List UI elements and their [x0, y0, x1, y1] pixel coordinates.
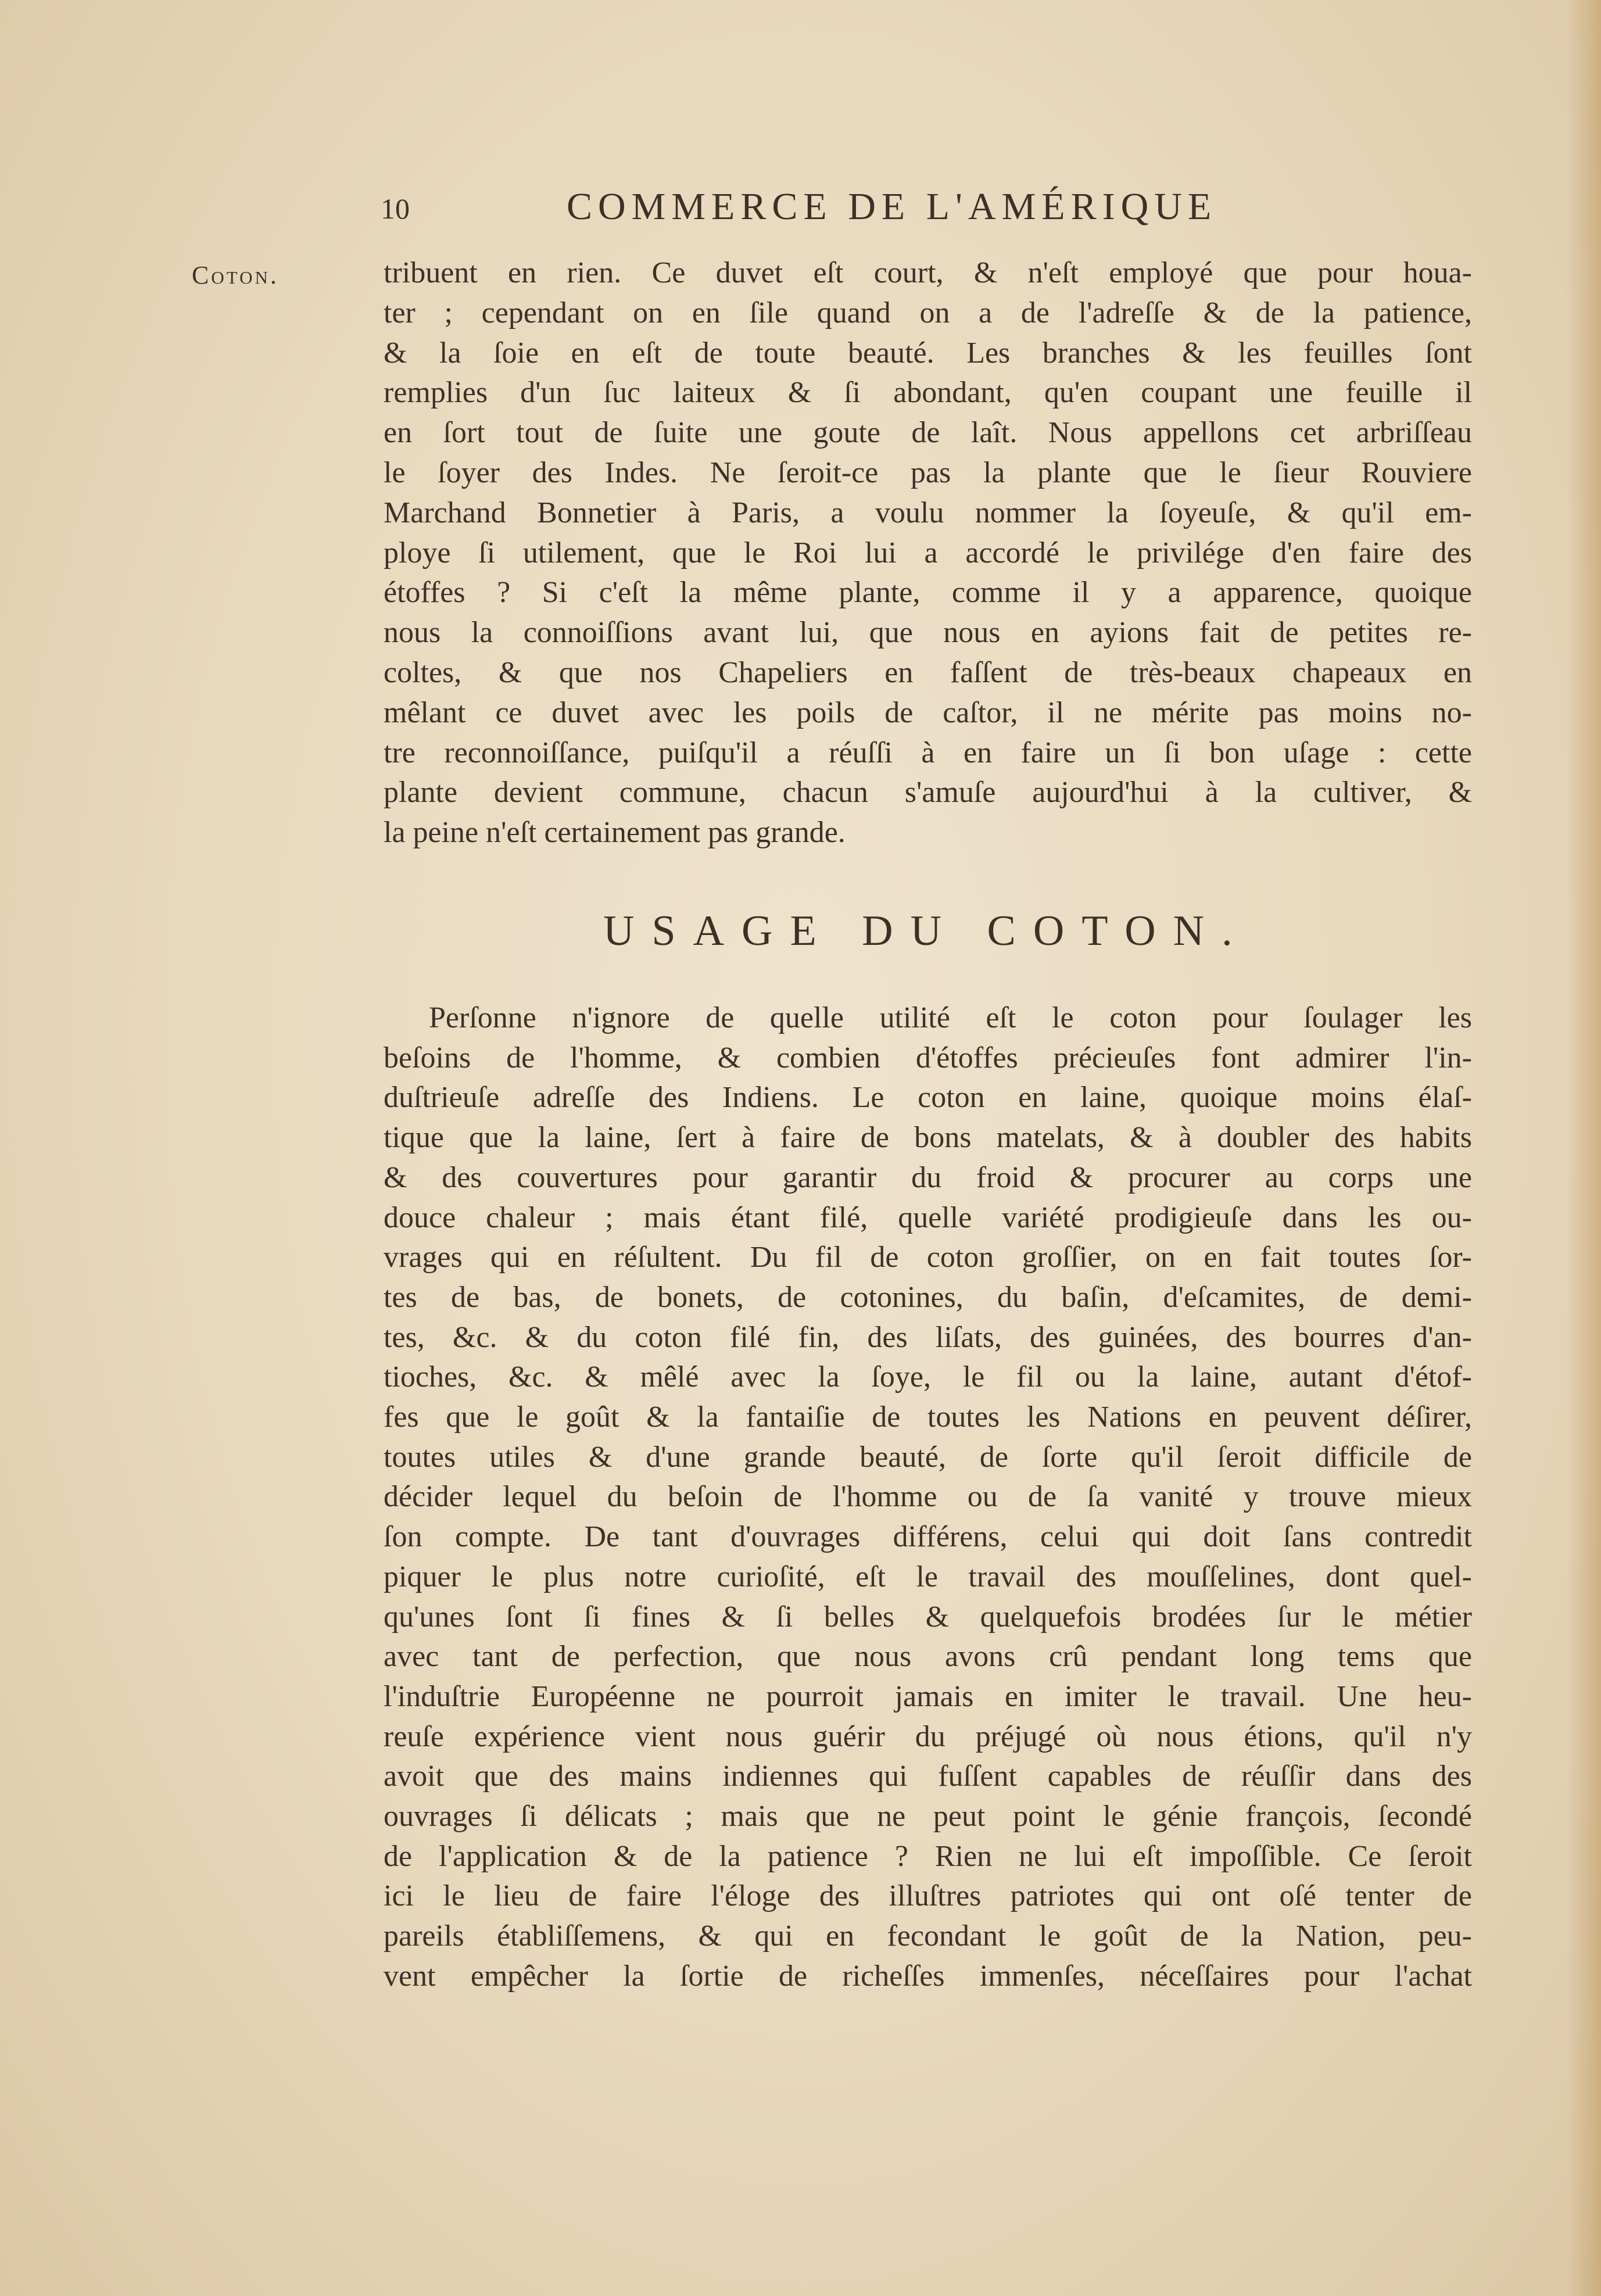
text-line: fes que le goût & la fantaiſie de toutes les Nations en peuvent déſirer,: [384, 1400, 1472, 1434]
text-line: de l'application & de la patience ? Rien ne lui eſt impoſſible. Ce ſeroit: [384, 1839, 1472, 1873]
text-line: ploye ſi utilement, que le Roi lui a accordé le privilége d'en faire des: [384, 536, 1472, 569]
margin-note: Coton.: [192, 261, 279, 289]
text-line: Perſonne n'ignore de quelle utilité eſt le coton pour ſoulager les: [429, 1001, 1472, 1034]
text-line: vent empêcher la ſortie de richeſſes immenſes, néceſſaires pour l'achat: [384, 1959, 1472, 1993]
text-line: remplies d'un ſuc laiteux & ſi abondant, qu'en coupant une feuille il: [384, 376, 1472, 410]
page-number: 10: [381, 192, 410, 225]
text-line: tes, &c. & du coton filé fin, des liſats, des guinées, des bourres d'an-: [384, 1320, 1472, 1354]
text-line: ſon compte. De tant d'ouvrages différens, celui qui doit ſans contredit: [384, 1520, 1472, 1554]
text-line: reuſe expérience vient nous guérir du préjugé où nous étions, qu'il n'y: [384, 1720, 1472, 1753]
text-line: étoffes ? Si c'eſt la même plante, comme il y a apparence, quoique: [384, 576, 1472, 610]
page-edge-shadow: [1566, 0, 1601, 2296]
text-line: tioches, &c. & mêlé avec la ſoye, le fil ou la laine, autant d'étof-: [384, 1360, 1472, 1394]
text-line: avoit que des mains indiennes qui fuſſent capables de réuſſir dans des: [384, 1760, 1472, 1793]
text-line: piquer le plus notre curioſité, eſt le travail des mouſſelines, dont quel-: [384, 1560, 1472, 1593]
text-line: tribuent en rien. Ce duvet eſt court, & n'eſt employé que pour houa-: [384, 256, 1472, 289]
text-line: ter ; cependant on en ſile quand on a de l'adreſſe & de la patience,: [384, 296, 1472, 329]
text-line: décider lequel du beſoin de l'homme ou de ſa vanité y trouve mieux: [384, 1480, 1472, 1514]
running-title: COMMERCE DE L'AMÉRIQUE: [567, 185, 1217, 228]
text-line: & la ſoie en eſt de toute beauté. Les branches & les feuilles ſont: [384, 336, 1472, 370]
text-line: beſoins de l'homme, & combien d'étoffes précieuſes font admirer l'in-: [384, 1041, 1472, 1074]
text-line: tique que la laine, ſert à faire de bons matelats, & à doubler des habits: [384, 1121, 1472, 1155]
text-line: coltes, & que nos Chapeliers en faſſent de très-beaux chapeaux en: [384, 656, 1472, 689]
text-line: qu'unes ſont ſi fines & ſi belles & quelquefois brodées ſur le métier: [384, 1600, 1472, 1634]
text-line: tre reconnoiſſance, puiſqu'il a réuſſi à en faire un ſi bon uſage : cette: [384, 736, 1472, 769]
text-line: Marchand Bonnetier à Paris, a voulu nommer la ſoyeuſe, & qu'il em-: [384, 496, 1472, 529]
text-line: l'induſtrie Européenne ne pourroit jamais en imiter le travail. Une heu-: [384, 1679, 1472, 1713]
text-line: ici le lieu de faire l'éloge des illuſtres patriotes qui ont oſé tenter de: [384, 1879, 1472, 1913]
text-line: le ſoyer des Indes. Ne ſeroit-ce pas la plante que le ſieur Rouviere: [384, 456, 1472, 489]
section-heading: USAGE DU COTON.: [603, 907, 1250, 955]
text-line: plante devient commune, chacun s'amuſe aujourd'hui à la cultiver, &: [384, 776, 1472, 809]
text-line: en ſort tout de ſuite une goute de laît. Nous appellons cet arbriſſeau: [384, 416, 1472, 450]
text-line: la peine n'eſt certainement pas grande.: [384, 816, 846, 850]
text-line: vrages qui en réſultent. Du fil de coton groſſier, on en fait toutes ſor-: [384, 1241, 1472, 1274]
text-line: pareils établiſſemens, & qui en fecondant le goût de la Nation, peu-: [384, 1919, 1472, 1953]
text-line: ouvrages ſi délicats ; mais que ne peut point le génie françois, ſecondé: [384, 1800, 1472, 1833]
text-line: tes de bas, de bonets, de cotonines, du baſin, d'eſcamites, de demi-: [384, 1280, 1472, 1314]
text-line: avec tant de perfection, que nous avons crû pendant long tems que: [384, 1640, 1472, 1674]
text-line: & des couvertures pour garantir du froid & procurer au corps une: [384, 1160, 1472, 1194]
text-line: duſtrieuſe adreſſe des Indiens. Le coton en laine, quoique moins élaſ-: [384, 1081, 1472, 1115]
text-line: nous la connoiſſions avant lui, que nous en ayions fait de petites re-: [384, 616, 1472, 650]
text-line: toutes utiles & d'une grande beauté, de ſorte qu'il ſeroit difficile de: [384, 1440, 1472, 1474]
text-line: douce chaleur ; mais étant filé, quelle variété prodigieuſe dans les ou-: [384, 1201, 1472, 1234]
text-line: mêlant ce duvet avec les poils de caſtor, il ne mérite pas moins no-: [384, 696, 1472, 729]
